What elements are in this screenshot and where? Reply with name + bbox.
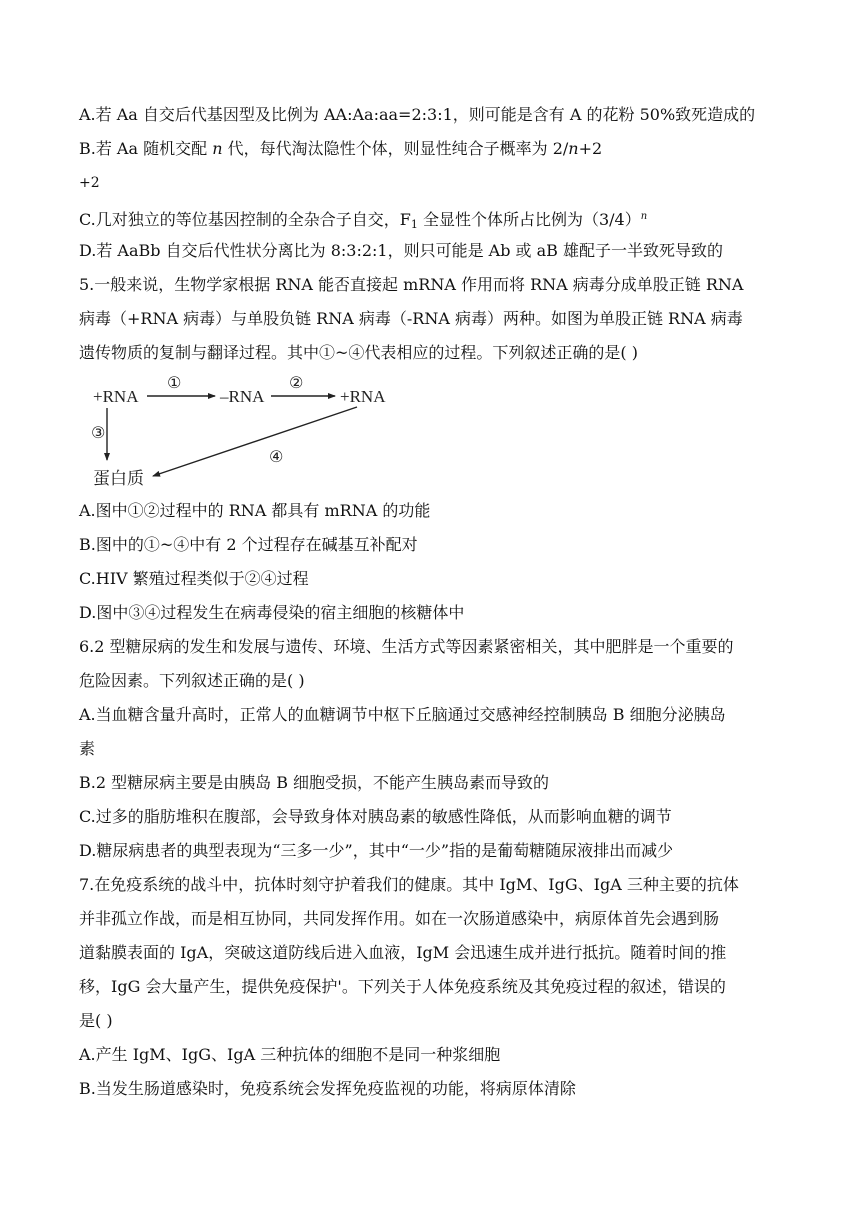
q6-option-b: B.2 型糖尿病主要是由胰岛 B 细胞受损，不能产生胰岛素而导致的: [79, 773, 550, 792]
q4-option-b-stray: +2: [79, 175, 100, 191]
q4-option-d: D.若 AaBb 自交后代性状分离比为 8:3:2:1，则只可能是 Ab 或 aB 雄配子一半致死导致的: [79, 241, 724, 260]
q4-option-c-pre: C.几对独立的等位基因控制的全杂合子自交，F: [79, 210, 411, 229]
q4-option-b-n: n: [212, 139, 223, 158]
q6-stem-line-2: 危险因素。下列叙述正确的是( ): [79, 671, 305, 690]
q5-stem-line-1: 5.一般来说，生物学家根据 RNA 能否直接起 mRNA 作用而将 RNA 病毒分成单股正链 RNA: [79, 275, 744, 294]
q7-option-a: A.产生 IgM、IgG、IgA 三种抗体的细胞不是同一种浆细胞: [79, 1045, 501, 1064]
q4-option-b-post: 代，每代淘汰隐性个体，则显性纯合子概率为 2/: [222, 139, 569, 158]
q4-option-b-end: +2: [578, 139, 603, 158]
q5-stem-line-3: 遗传物质的复制与翻译过程。其中①~④代表相应的过程。下列叙述正确的是( ): [79, 343, 638, 362]
label-process-2: ②: [289, 373, 304, 392]
q6-option-c: C.过多的脂肪堆积在腹部，会导致身体对胰岛素的敏感性降低，从而影响血糖的调节: [79, 807, 672, 826]
q6-option-a-line-1: A.当血糖含量升高时，正常人的血糖调节中枢下丘脑通过交感神经控制胰岛 B 细胞分泌胰岛: [79, 705, 726, 724]
arrow-4: [153, 407, 357, 476]
q6-stem-line-1: 6.2 型糖尿病的发生和发展与遗传、环境、生活方式等因素紧密相关，其中肥胖是一个重要的: [79, 637, 734, 656]
q7-stem-line-1: 7.在免疫系统的战斗中，抗体时刻守护着我们的健康。其中 IgM、IgG、IgA 三种主要的抗体: [79, 875, 739, 894]
q7-stem-line-4: 移，IgG 会大量产生，提供免疫保护'。下列关于人体免疫系统及其免疫过程的叙述，错误的: [79, 977, 726, 996]
exam-page: [79, 98, 789, 1106]
q4-option-b-n2: n: [568, 139, 579, 158]
label-process-1: ①: [167, 373, 182, 392]
q5-option-b: B.图中的①~④中有 2 个过程存在碱基互补配对: [79, 535, 418, 554]
label-process-3: ③: [91, 423, 106, 442]
q4-option-a: A.若 Aa 自交后代基因型及比例为 AA:Aa:aa=2:3:1，则可能是含有 A 的花粉 50%致死造成的: [79, 105, 756, 124]
q6-option-a-line-2: 素: [79, 739, 96, 758]
rna-virus-diagram: [79, 370, 789, 494]
q4-option-c-sub: 1: [410, 218, 418, 231]
q5-option-d: D.图中③④过程发生在病毒侵染的宿主细胞的核糖体中: [79, 603, 465, 622]
q4-option-b-pre: B.若 Aa 随机交配: [79, 139, 213, 158]
q6-option-d: D.糖尿病患者的典型表现为“三多一少”，其中“一少”指的是葡萄糖随尿液排出而减少: [79, 841, 674, 860]
q5-stem-line-2: 病毒（+RNA 病毒）与单股负链 RNA 病毒（-RNA 病毒）两种。如图为单股正链 RNA 病毒: [79, 309, 743, 328]
node-protein: 蛋白质: [93, 469, 144, 489]
q4-option-c: [79, 200, 789, 234]
q4-option-c-post: 全显性个体所占比例为（3/4）: [417, 210, 641, 229]
q7-stem-line-5: 是( ): [79, 1011, 113, 1030]
q4-option-b: [79, 132, 789, 166]
label-process-4: ④: [269, 447, 284, 466]
node-plus-rna-right: +RNA: [340, 387, 386, 406]
q5-option-c: C.HIV 繁殖过程类似于②④过程: [79, 569, 309, 588]
q7-stem-line-3: 道黏膜表面的 IgA，突破这道防线后进入血液，IgM 会迅速生成并进行抵抗。随着时间的推: [79, 943, 727, 962]
q7-option-b: B.当发生肠道感染时，免疫系统会发挥免疫监视的功能，将病原体清除: [79, 1079, 576, 1098]
q4-option-c-sup: n: [640, 211, 648, 222]
node-plus-rna-left: +RNA: [93, 387, 139, 406]
q7-stem-line-2: 并非孤立作战，而是相互协同，共同发挥作用。如在一次肠道感染中，病原体首先会遇到肠: [79, 909, 720, 928]
rna-diagram-svg: [93, 370, 413, 494]
q5-option-a: A.图中①②过程中的 RNA 都具有 mRNA 的功能: [79, 501, 431, 520]
node-minus-rna: –RNA: [220, 387, 265, 406]
